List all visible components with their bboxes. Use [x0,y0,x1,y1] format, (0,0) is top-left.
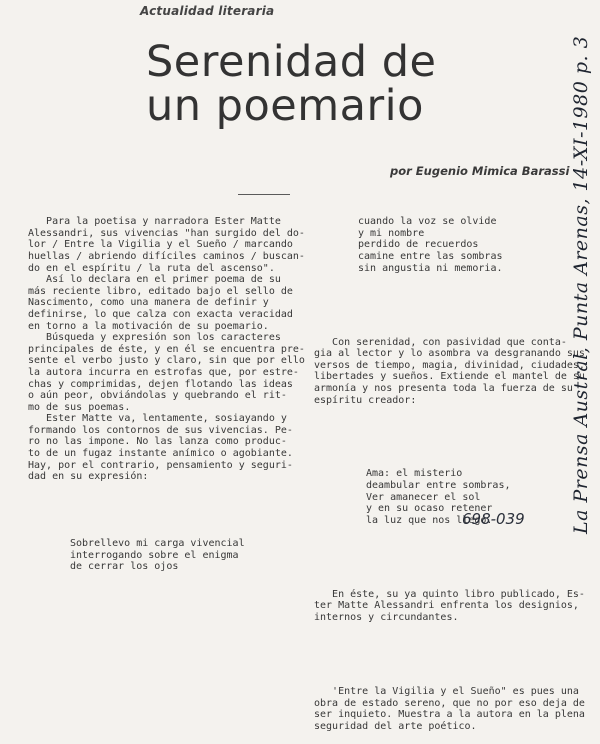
text-line: gia al lector y lo asombra va desgranando sus [314,348,585,360]
spacer [314,550,574,566]
left-poem [28,538,298,573]
text-line: Ester Matte va, lentamente, sosiayando y [28,413,287,425]
left-column [28,193,305,585]
text-line: formando los contornos de sus vivencias. Pe- [28,424,293,436]
text-line: Para la poetisa y narradora Ester Matte [28,216,281,228]
text-line: en torno a la motivación de su poemario. [28,320,269,332]
text-line: Con serenidad, con pasividad que conta- [314,336,567,348]
text-line: lor / Entre la Vigilia y el Sueño / marcando [28,239,293,251]
text-line: versos de tiempo, magia, divinidad, ciudades, [314,359,585,371]
text-line: do en el espíritu / la ruta del ascenso". [28,262,275,274]
text-line: internos y circundantes. [314,612,459,623]
poem-line: camine entre las sombras [358,250,503,262]
text-line: Nascimento, como una manera de definir y [28,297,269,309]
poem-line: deambular entre sombras, [366,480,511,492]
poem-line: sin angustia ni memoria. [358,262,503,274]
text-line: En éste, su ya quinto libro publicado, Es- [314,588,585,600]
poem-line: cuando la voz se olvide [358,216,497,228]
section-label: Actualidad literaria [140,4,275,18]
spacer [314,297,574,313]
poem-line: la luz que nos llegó. [366,514,493,526]
right-column [314,193,585,744]
poem-line: y mi nombre [358,227,425,239]
spacer [314,429,574,445]
handwritten-underline [238,194,290,195]
right-poem-2 [314,468,574,526]
text-line: seguridad del arte poético. [314,720,477,732]
text-line: libertades y sueños. Extiende el mantel de su [314,371,585,383]
right-paragraph-2 [314,588,585,624]
poem-line: de cerrar los ojos [70,561,179,573]
text-line: Alessandri, sus vivencias "han surgido del do- [28,227,305,239]
text-line: Así lo declara en el primer poema de su [28,274,281,286]
spacer [314,647,574,663]
text-line: huellas / abriendo difíciles caminos / buscan- [28,250,305,262]
text-line: o aún peor, obviándolas y quebrando el rit- [28,390,287,402]
text-line: definirse, lo que calza con exacta veracidad [28,308,293,320]
text-line: Hay, por el contrario, pensamiento y seguri- [28,459,293,471]
text-line: ter Matte Alessandri enfrenta los designios, [314,600,579,612]
right-paragraph-3 [314,685,585,732]
text-line: la autora incurra en estrofas que, por estre- [28,366,299,378]
text-line: to de un fugaz instante anímico o agobiante. [28,448,293,460]
poem-line: Ama: el misterio [366,468,463,480]
right-poem-1 [314,216,574,274]
handwritten-margin-note: La Prensa Austral, Punta Arenas, 14-XI-1980 p. 3 [570,35,592,534]
text-line: más reciente libro, editado bajo el sello de [28,285,293,297]
left-column-text [28,216,305,483]
text-line: espíritu creador: [314,394,417,406]
text-line: sente el verbo justo y claro, sin que por ello [28,355,305,367]
text-line: mo de sus poemas. [28,401,131,413]
text-line: ro no las impone. No las lanza como produc- [28,436,287,448]
text-line: obra de estado sereno, que no por eso deja de [314,697,585,709]
poem-line: Ver amanecer el sol [366,491,481,503]
spacer [28,506,298,515]
right-paragraph-1 [314,336,585,407]
text-line: Búsqueda y expresión son los caracteres [28,332,281,344]
article-title [146,37,437,131]
text-line: chas y comprimidas, dejen flotando las ideas [28,378,293,390]
poem-line: interrogando sobre el enigma [70,549,239,561]
poem-line: y en su ocaso retener [366,503,493,515]
text-line: 'Entre la Vigilia y el Sueño" es pues una [314,685,579,697]
text-line: principales de éste, y en él se encuentra pre- [28,343,305,355]
title-line-2: un poemario [146,81,424,131]
text-line: dad en su expresión: [28,471,149,483]
poem-line: Sobrellevo mi carga vivencial [70,538,245,550]
poem-line: perdido de recuerdos [358,239,479,251]
title-line-1: Serenidad de [146,37,437,87]
text-line: ser inquieto. Muestra a la autora en la plena [314,709,585,721]
handwritten-page-number: 698-039 [462,510,525,528]
byline: por Eugenio Mimica Barassi [390,164,570,178]
text-line: armonía y nos presenta toda la fuerza de su [314,382,573,394]
